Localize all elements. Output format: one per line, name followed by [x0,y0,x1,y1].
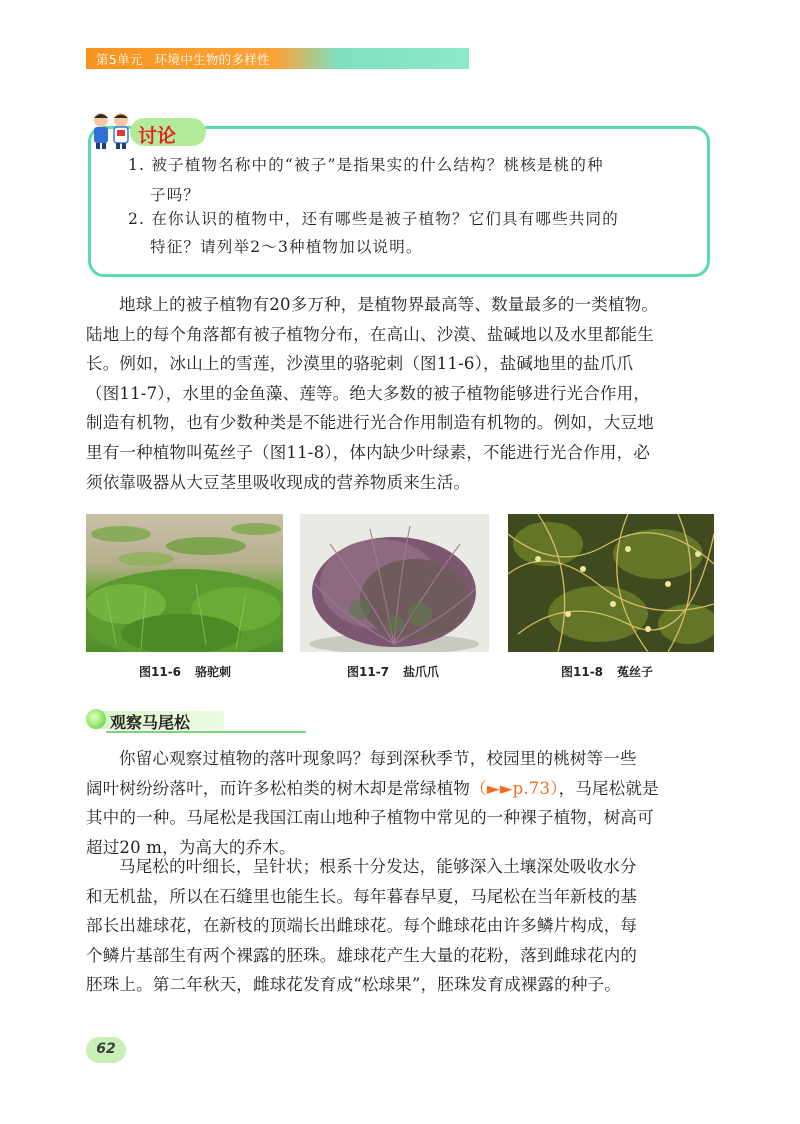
unit-number: 第5单元 [96,52,143,67]
paragraph-line: （图11-7），水里的金鱼藻、莲等。绝大多数的被子植物能够进行光合作用， [86,383,651,403]
paragraph-masson-pine-features [86,852,714,1000]
paragraph-line: 个鳞片基部生有两个裸露的胚珠。雄球花产生大量的花粉，落到雌球花内的 [86,945,638,965]
figure-name: 盐爪爪 [403,665,440,679]
page-reference-link[interactable]: （►►p.73） [470,778,559,798]
discussion-title: 讨论 [138,125,177,147]
section-title: 观察马尾松 [110,713,191,732]
paragraph-text: 阔叶树纷纷落叶，而许多松柏类的树木却是常绿植物 [86,778,471,798]
question-1-line-2: 子吗？ [150,186,201,204]
paragraph-line: 长。例如，冰山上的雪莲，沙漠里的骆驼刺（图11-6），盐碱地里的盐爪爪 [86,354,634,374]
page-number-badge [86,1037,126,1063]
paragraph-line: 马尾松的叶细长，呈针状；根系十分发达，能够深入土壤深处吸收水分 [119,857,637,876]
figure-label: 图11-6 [139,665,182,679]
section-heading [86,707,266,733]
paragraph-line: 制造有机物，也有少数种类是不能进行光合作用制造有机物的。例如，大豆地 [86,413,654,433]
question-2-line-2: 特征？请列举2～3种植物加以说明。 [150,238,423,256]
paragraph-text: ，马尾松就是 [558,778,659,798]
paragraph-line: 其中的一种。马尾松是我国江南山地种子植物中常见的一种裸子植物，树高可 [86,808,654,828]
paragraph-line: 部长出雄球花，在新枝的顶端长出雌球花。每个雌球花由许多鳞片构成，每 [86,916,638,936]
figure-label: 图11-7 [347,665,390,679]
figure-camelthorn-photo [86,514,283,652]
paragraph-angiosperms [86,290,714,497]
paragraph-line: 超过20 m，为高大的乔木。 [86,837,296,857]
unit-header-label [96,50,270,68]
paragraph-line [86,774,714,804]
unit-header-band [86,48,469,69]
paragraph-line: 地球上的被子植物有20多万种，是植物界最高等、数量最多的一类植物。 [119,295,659,314]
green-bullet-icon [86,709,106,729]
paragraph-line: 里有一种植物叫菟丝子（图11-8），体内缺少叶绿素，不能进行光合作用，必 [86,442,651,462]
figure-kalidium-photo [300,514,489,652]
figure-name: 菟丝子 [617,665,654,679]
figure-caption-11-6 [139,663,231,680]
figure-name: 骆驼刺 [195,665,232,679]
paragraph-masson-pine-intro [86,744,714,862]
figure-caption-11-7 [347,663,439,680]
paragraph-line: 须依靠吸器从大豆茎里吸收现成的营养物质来生活。 [86,472,471,492]
paragraph-line: 你留心观察过植物的落叶现象吗？每到深秋季节，校园里的桃树等一些 [119,749,637,768]
figure-label: 图11-8 [561,665,604,679]
question-1-line-1: 1. 被子植物名称中的“被子”是指果实的什么结构？桃核是桃的种 [128,156,604,174]
page-number: 62 [96,1041,116,1057]
figure-caption-11-8 [561,663,653,680]
discussion-tag [88,110,208,150]
paragraph-line: 和无机盐，所以在石缝里也能生长。每年暮春早夏，马尾松在当年新枝的基 [86,886,638,906]
figure-dodder-photo [508,514,714,652]
question-2-line-1: 2. 在你认识的植物中，还有哪些是被子植物？它们具有哪些共同的 [128,210,619,228]
unit-title: 环境中生物的多样性 [154,52,270,67]
paragraph-line: 胚珠上。第二年秋天，雌球花发育成“松球果”，胚珠发育成裸露的种子。 [86,975,621,995]
paragraph-line: 陆地上的每个角落都有被子植物分布，在高山、沙漠、盐碱地以及水里都能生 [86,324,654,344]
students-illustration-icon [88,110,136,150]
